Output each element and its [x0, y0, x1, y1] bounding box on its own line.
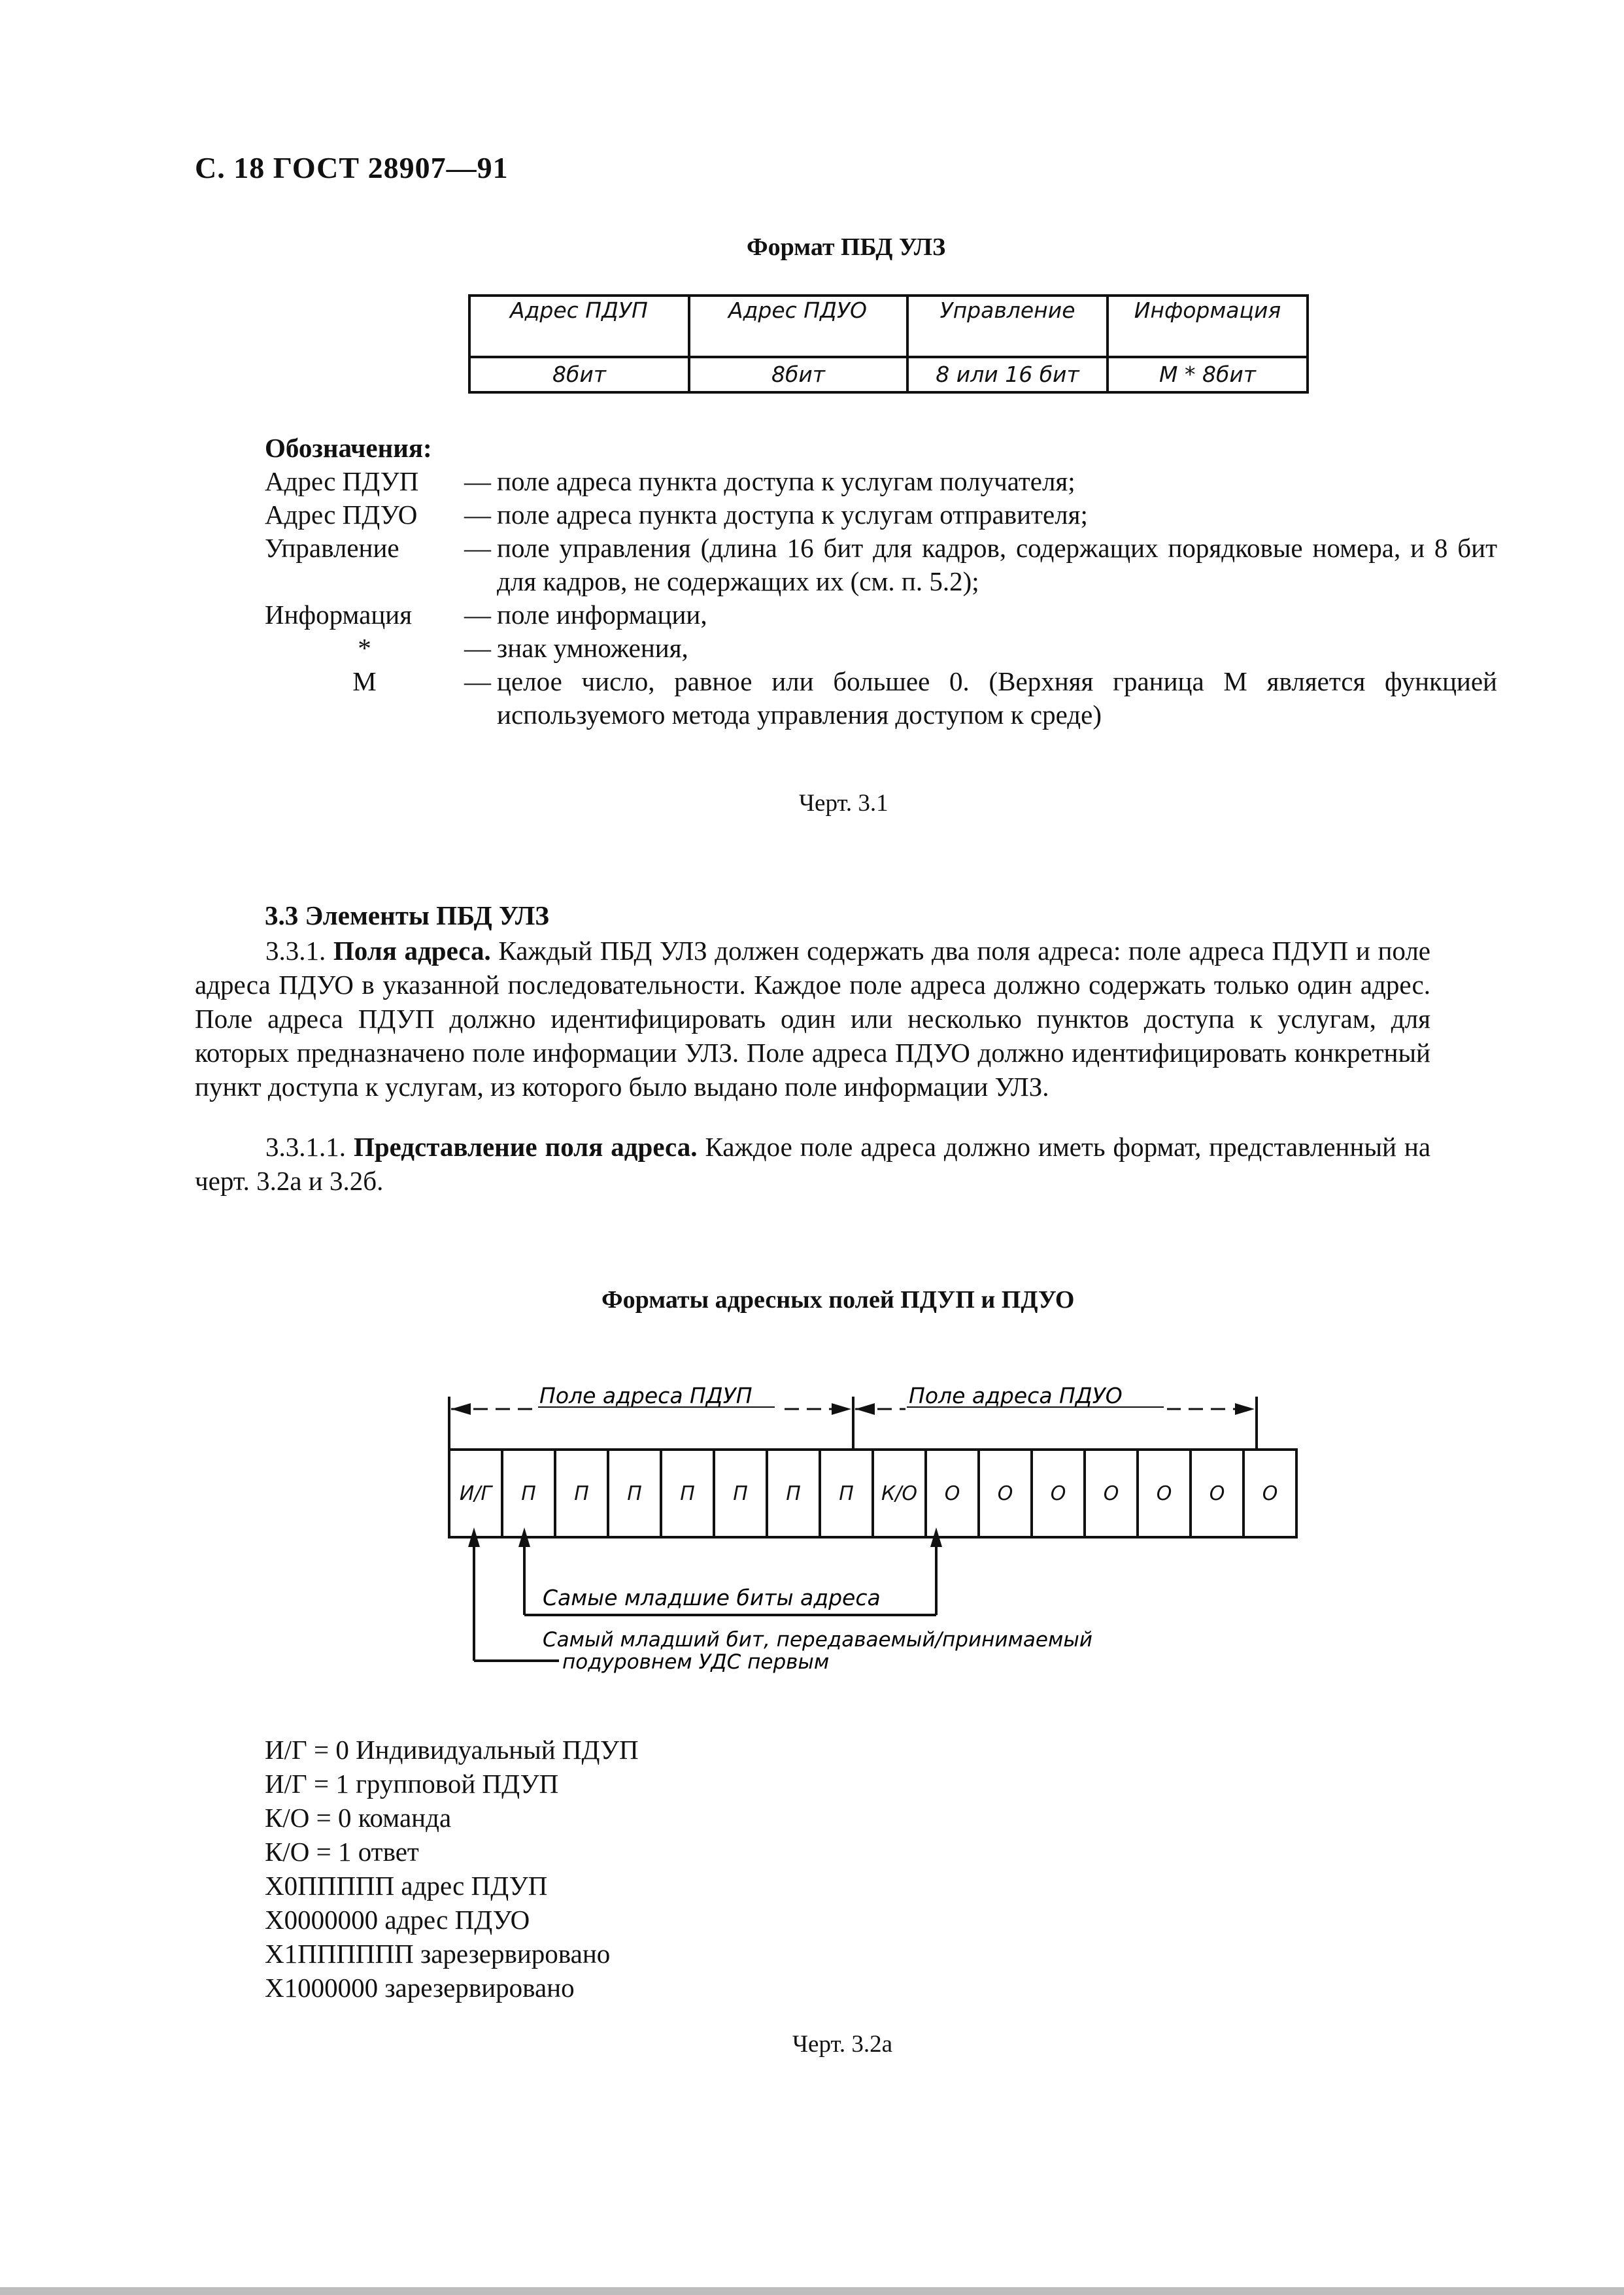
figure1-caption: Черт. 3.1 — [799, 790, 888, 817]
paragraph-text: Каждое поле адреса должно иметь формат, представленный на черт. 3.2а и 3.2б. — [195, 1132, 1431, 1196]
bit-cell: П — [768, 1451, 821, 1536]
bit-cell: П — [609, 1451, 662, 1536]
figure2-title: Форматы адресных полей ПДУП и ПДУО — [601, 1286, 1075, 1314]
note-first-bit-line2: подуровнем УДС первым — [562, 1650, 830, 1674]
note-low-bits: Самые младшие биты адреса — [543, 1585, 881, 1610]
legend-row: Управление — поле управления (длина 16 бит для кадров, содержащих порядковые номера, и 8 бит для кадров, не содержащих их (см. п. 5.2); — [265, 532, 1497, 598]
label-ssap-field: Поле адреса ПДУО — [909, 1383, 1123, 1408]
legend — [265, 432, 1497, 732]
paragraph-number: 3.3.1.1. — [265, 1132, 346, 1162]
bit-cell: П — [821, 1451, 874, 1536]
legend-desc: знак умножения, — [497, 633, 688, 663]
code-line: И/Г = 0 Индивидуальный ПДУП — [265, 1735, 639, 1765]
table-size-cell: 8бит — [469, 357, 689, 392]
paragraph-run-in-title: Представление поля адреса. — [353, 1132, 698, 1162]
pbd-format-table — [468, 294, 1309, 394]
legend-term: M — [352, 666, 377, 696]
legend-term: Адрес ПДУО — [265, 500, 418, 530]
table-header-cell: Адрес ПДУП — [469, 296, 689, 357]
table-header-cell: Адрес ПДУО — [689, 296, 907, 357]
bit-cell: О — [1086, 1451, 1139, 1536]
legend-row: Информация — поле информации, — [265, 598, 1497, 632]
bit-cell: К/О — [874, 1451, 927, 1536]
table-header-cell: Информация — [1108, 296, 1308, 357]
bit-cell: О — [1139, 1451, 1192, 1536]
bit-cell: П — [556, 1451, 609, 1536]
code-line: И/Г = 1 групповой ПДУП — [265, 1769, 559, 1799]
bit-cell: О — [927, 1451, 980, 1536]
legend-desc: поле адреса пункта доступа к услугам отправителя; — [497, 500, 1088, 530]
paragraph-run-in-title: Поля адреса. — [333, 936, 491, 966]
code-line: К/О = 1 ответ — [265, 1837, 419, 1867]
code-line: Х1ПППППП зарезервировано — [265, 1939, 611, 1969]
table-size-cell: M * 8бит — [1108, 357, 1308, 392]
legend-desc: поле адреса пункта доступа к услугам получателя; — [497, 466, 1075, 496]
bit-cell: О — [1192, 1451, 1245, 1536]
legend-term: Информация — [265, 600, 413, 630]
legend-desc: поле управления (длина 16 бит для кадров, содержащих порядковые номера, и 8 бит для кадров, не содержащих их (см. п. 5.2); — [497, 533, 1497, 596]
address-bit-row — [448, 1448, 1298, 1538]
bit-cell: О — [1262, 1482, 1278, 1505]
table-header-cell: Управление — [907, 296, 1108, 357]
scan-edge — [0, 2287, 1624, 2295]
figure2-caption: Черт. 3.2а — [792, 2031, 893, 2058]
legend-term: Управление — [265, 533, 399, 563]
bit-cell: П — [715, 1451, 768, 1536]
bit-cell: О — [980, 1451, 1033, 1536]
bit-cell: П — [662, 1451, 715, 1536]
paragraph-3-3-1-1 — [195, 1130, 1430, 1198]
bit-cell: О — [1033, 1451, 1086, 1536]
code-line: Х1000000 зарезервировано — [265, 1973, 575, 2003]
label-dsap-field: Поле адреса ПДУП — [539, 1383, 753, 1408]
paragraph-number: 3.3.1. — [265, 936, 326, 966]
bit-cell: И/Г — [450, 1451, 503, 1536]
paragraph-text: Каждый ПБД УЛЗ должен содержать два поля адреса: поле адреса ПДУП и поле адреса ПДУО в указанной последовательности. Каждое поле адреса должно содержать только один адрес. Поле адреса ПДУП должно идентифицировать один или несколько пунктов доступа к услугам, для которых предназначено поле информации УЛЗ. Поле адреса ПДУО должно идентифицировать конкретный пункт доступа к услугам, из которого было выдано поле информации УЛЗ. — [195, 936, 1430, 1102]
note-first-bit-line1: Самый младший бит, передаваемый/принимаемый — [543, 1628, 1092, 1652]
bit-cell: П — [503, 1451, 556, 1536]
code-line: Х0000000 адрес ПДУО — [265, 1905, 530, 1935]
legend-row: * — знак умножения, — [265, 632, 1497, 665]
figure1-title: Формат ПБД УЛЗ — [747, 233, 946, 261]
address-codes-list — [265, 1733, 639, 2005]
legend-term: * — [358, 633, 371, 663]
legend-desc: целое число, равное или большее 0. (Верхняя граница M является функцией используемого метода управления доступом к среде) — [497, 666, 1497, 730]
code-line: К/О = 0 команда — [265, 1803, 452, 1833]
legend-term: Адрес ПДУП — [265, 466, 419, 496]
legend-row: Адрес ПДУП — поле адреса пункта доступа к услугам получателя; — [265, 465, 1497, 498]
table-size-cell: 8бит — [689, 357, 907, 392]
section-heading: 3.3 Элементы ПБД УЛЗ — [265, 900, 549, 930]
table-size-cell: 8 или 16 бит — [907, 357, 1108, 392]
legend-title: Обозначения: — [265, 433, 432, 463]
legend-row: Адрес ПДУО — поле адреса пункта доступа к услугам отправителя; — [265, 498, 1497, 532]
paragraph-3-3-1 — [195, 934, 1430, 1104]
legend-desc: поле информации, — [497, 600, 707, 630]
code-line: Х0ППППП адрес ПДУП — [265, 1871, 548, 1901]
legend-row: M — целое число, равное или большее 0. (Верхняя граница M является функцией используемого метода управления доступом к среде) — [265, 665, 1497, 732]
page-header: С. 18 ГОСТ 28907—91 — [195, 151, 509, 184]
